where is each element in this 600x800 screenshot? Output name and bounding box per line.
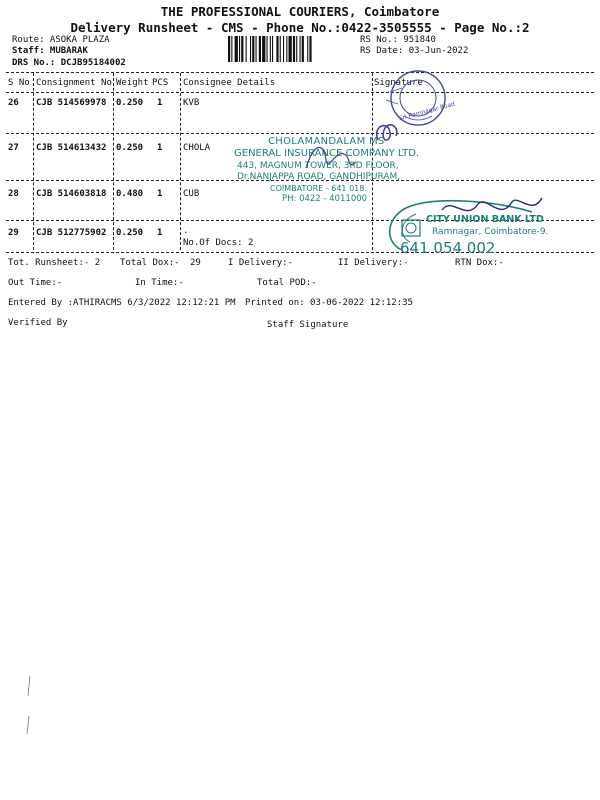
col-header-weight: Weight — [116, 78, 149, 88]
barcode-bar — [252, 36, 254, 62]
chola-stamp-line2: GENERAL INSURANCE COMPANY LTD. — [234, 148, 420, 159]
barcode-bar — [246, 36, 247, 62]
total-dox-value: 29 — [190, 258, 201, 268]
total-pod: Total POD:- — [257, 278, 317, 288]
company-title: THE PROFESSIONAL COURIERS, Coimbatore — [160, 4, 440, 19]
chola-stamp-line5: COIMBATORE - 641 018. — [270, 184, 367, 193]
cub-stamp-line3: 641 054 002 — [400, 239, 496, 257]
barcode-bar — [283, 36, 284, 62]
in-time: In Time:- — [135, 278, 184, 288]
row-weight: 0.250 — [116, 228, 144, 238]
row-pcs: 1 — [157, 228, 163, 238]
tot-runsheet: Tot. Runsheet:- 2 — [8, 258, 101, 268]
row-weight: 0.250 — [116, 98, 144, 108]
cub-stamp-line2: Ramnagar, Coimbatore-9. — [432, 227, 549, 237]
barcode-bar — [280, 36, 281, 62]
row-consignment: CJB 514603818 — [36, 189, 107, 199]
row-consignment: CJB 514569978 — [36, 98, 107, 108]
col-header-pcs: PCS — [152, 78, 169, 88]
no-of-docs: No.Of Docs: 2 — [183, 238, 254, 248]
rtn-dox: RTN Dox:- — [455, 258, 504, 268]
staff-signature-label: Staff Signature — [267, 320, 349, 330]
cub-stamp-line1: CITY UNION BANK LTD — [426, 214, 544, 225]
ii-delivery: II Delivery:- — [338, 258, 409, 268]
barcode-bar — [270, 36, 271, 62]
col-header-sno: S No — [8, 78, 30, 88]
row-pcs: 1 — [157, 98, 163, 108]
col-header-consignee: Consignee Details — [183, 78, 276, 88]
chola-stamp-line6: PH: 0422 - 4011000 — [282, 194, 368, 204]
row-rule — [6, 133, 594, 134]
out-time: Out Time:- — [8, 278, 63, 288]
row-consignment: CJB 512775902 — [36, 228, 107, 238]
barcode-bar — [300, 36, 301, 62]
col-header-signature: Signature — [374, 78, 423, 88]
i-delivery: I Delivery:- — [228, 258, 294, 268]
barcode-bar — [256, 36, 257, 62]
col-header-consignment: Consignment No — [36, 78, 112, 88]
entered-by: Entered By :ATHIRACMS 6/3/2022 12:12:21 PM — [8, 298, 236, 308]
row-consignee: CUB — [183, 189, 200, 199]
chola-signature-scribble — [300, 138, 360, 178]
barcode-bar — [276, 36, 278, 62]
barcode-bar — [307, 36, 308, 62]
barcode-bar — [289, 36, 292, 62]
table-top-rule — [6, 72, 594, 73]
barcode-bar — [309, 36, 311, 62]
row-consignee: . — [183, 226, 189, 236]
chola-stamp-line1: CHOLAMANDALAM MS — [268, 136, 385, 147]
barcode-bar — [293, 36, 295, 62]
total-dox-label: Total Dox:- — [120, 258, 180, 268]
verified-by: Verified By — [8, 318, 68, 328]
row-weight: 0.250 — [116, 143, 144, 153]
row-weight: 0.480 — [116, 189, 144, 199]
row-sno: 28 — [8, 189, 19, 199]
barcode — [228, 36, 348, 62]
barcode-bar — [241, 36, 243, 62]
barcode-bar — [231, 36, 232, 62]
row-consignee: KVB — [183, 98, 200, 108]
row-pcs: 1 — [157, 189, 163, 199]
printed-on: Printed on: 03-06-2022 12:12:35 — [245, 298, 413, 308]
rs-number: RS No.: 951840 — [360, 35, 436, 45]
rs-date: RS Date: 03-Jun-2022 — [360, 46, 469, 56]
barcode-bar — [262, 36, 265, 62]
table-header-rule — [6, 92, 594, 93]
row-sno: 26 — [8, 98, 19, 108]
barcode-bar — [250, 36, 251, 62]
barcode-bar — [296, 36, 297, 62]
barcode-bar — [267, 36, 268, 62]
row-sno: 27 — [8, 143, 19, 153]
kvb-seal-text: Sri Ramnagar Road — [398, 100, 456, 123]
barcode-bar — [259, 36, 261, 62]
drs-number: DRS No.: DCJB95184002 — [12, 58, 126, 68]
chola-stamp-line4: Dr.NANJAPPA ROAD, GANDHIPURAM, — [237, 172, 401, 182]
scan-mark — [24, 676, 34, 736]
barcode-bar — [239, 36, 240, 62]
runsheet-subtitle: Delivery Runsheet - CMS - Phone No.:0422-3505555 - Page No.:2 — [70, 20, 530, 35]
row-sno: 29 — [8, 228, 19, 238]
row-consignee: CHOLA — [183, 143, 211, 153]
col-rule — [113, 73, 114, 250]
barcode-bar — [235, 36, 238, 62]
col-rule — [33, 73, 34, 250]
barcode-bar — [302, 36, 304, 62]
barcode-bar — [286, 36, 287, 62]
route-label: Route: ASOKA PLAZA — [12, 35, 110, 45]
chola-stamp-line3: 443, MAGNUM TOWER, 3RD FLOOR, — [237, 161, 399, 171]
barcode-bar — [228, 36, 230, 62]
col-rule — [180, 73, 181, 250]
row-consignment: CJB 514613432 — [36, 143, 107, 153]
barcode-bar — [272, 36, 273, 62]
row-pcs: 1 — [157, 143, 163, 153]
staff-label: Staff: MUBARAK — [12, 46, 88, 56]
